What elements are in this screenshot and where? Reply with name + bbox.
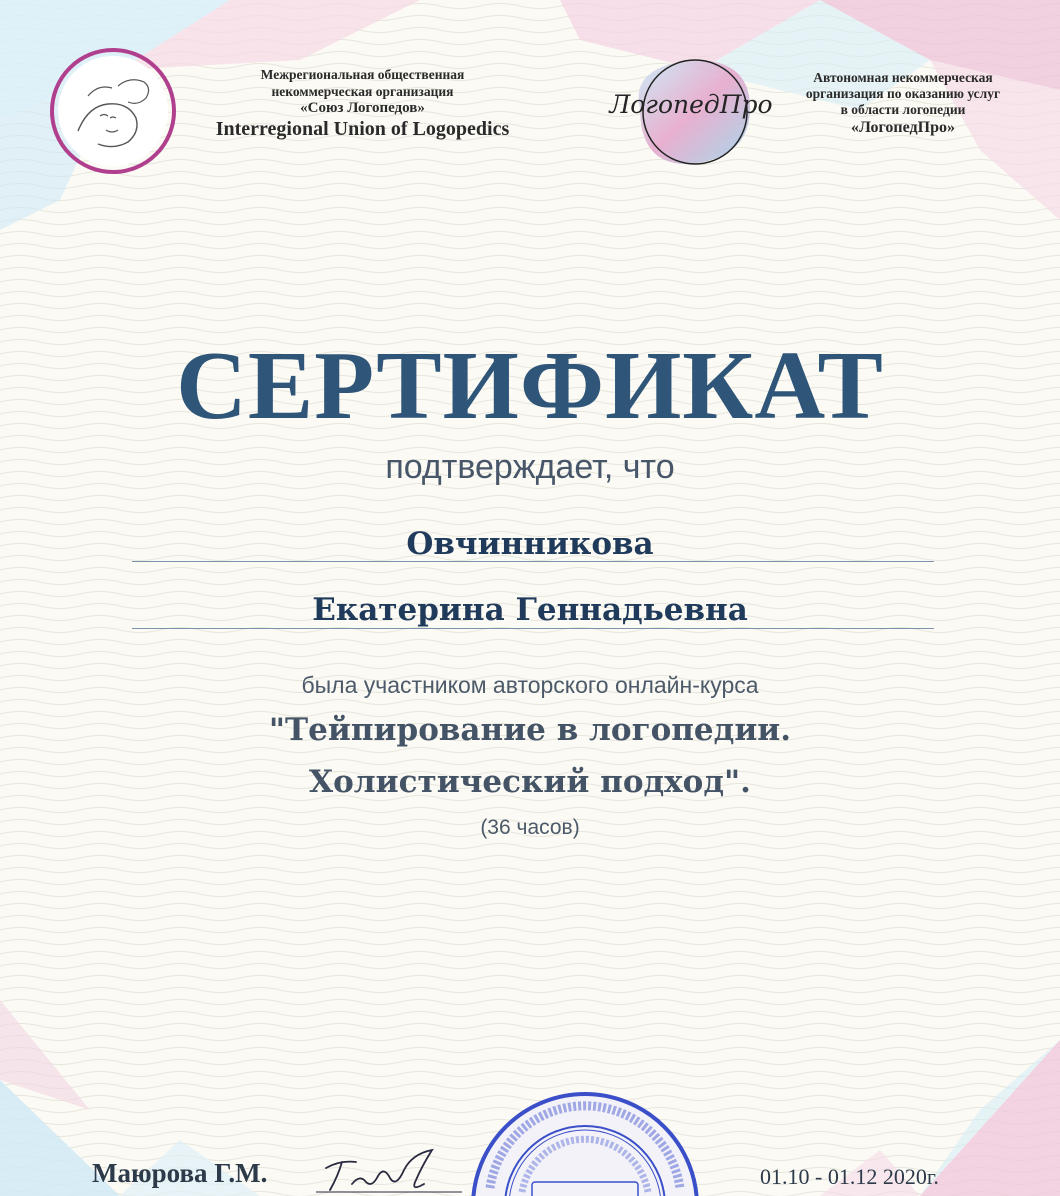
recipient-surname: Овчинникова (406, 526, 654, 562)
course-title-line1: "Тейпирование в логопедии. (268, 712, 792, 748)
certificate-subtitle: подтверждает, что (385, 448, 675, 486)
left-org-line1: Межрегиональная общественная (260, 67, 465, 82)
course-title-line2: Холистический подход". (309, 764, 751, 800)
left-org-line3: «Союз Логопедов» (300, 100, 425, 116)
signer-name: Маюрова Г.М. (92, 1158, 268, 1188)
handwritten-signature (312, 1140, 472, 1196)
certificate-title: СЕРТИФИКАТ (176, 332, 884, 440)
right-org-line3: в области логопедии (840, 102, 966, 117)
course-dates: 01.10 - 01.12 2020г. (760, 1164, 939, 1189)
right-org-line2: организация по оказанию услуг (805, 86, 1001, 101)
right-org-line4: «ЛогопедПро» (851, 119, 955, 136)
logo-wordmark: ЛогопедПро (609, 90, 773, 119)
surname-underline (132, 561, 934, 562)
given-names-underline (132, 628, 934, 629)
course-intro: была участником авторского онлайн-курса (301, 672, 759, 698)
left-organization-block (190, 66, 535, 141)
stamp-seal-icon (470, 1088, 700, 1196)
course-hours: (36 часов) (480, 816, 580, 839)
left-org-line4: Interregional Union of Logopedics (215, 118, 510, 140)
union-logo-icon (48, 46, 178, 176)
left-org-line2: некоммерческая организация (271, 84, 454, 99)
right-organization-block (778, 70, 1028, 138)
recipient-given-names: Екатерина Геннадьевна (312, 592, 748, 628)
right-org-line1: Автономная некоммерческая (813, 70, 993, 85)
